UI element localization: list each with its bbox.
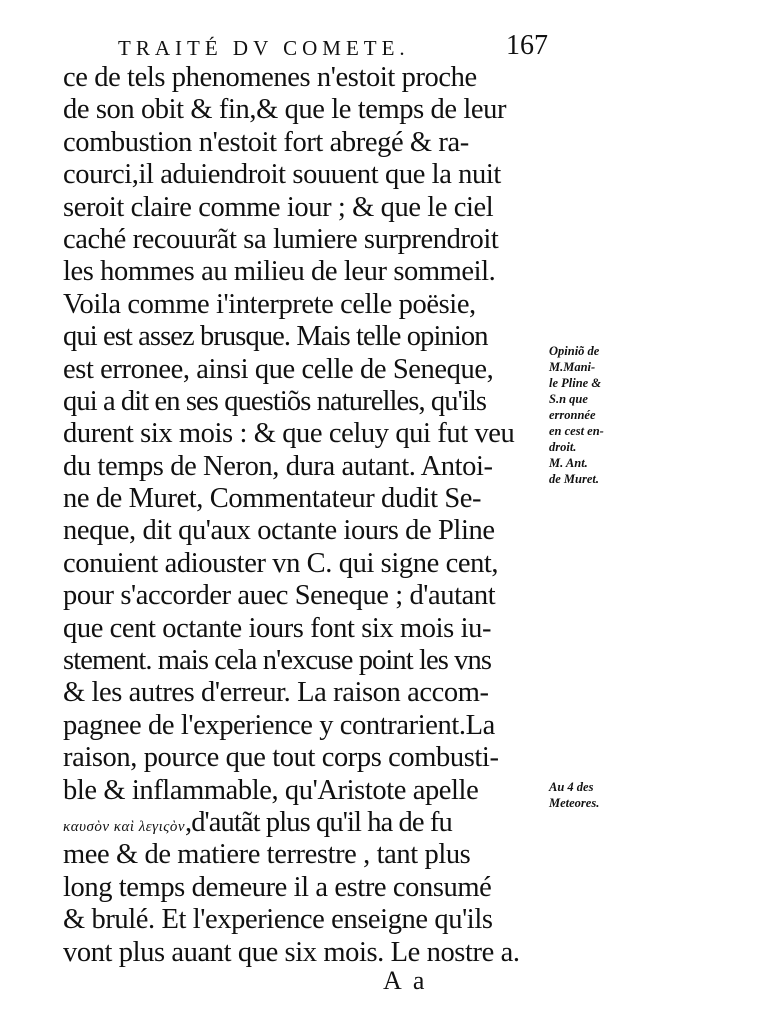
text-line: seroit claire comme iour ; & que le ciel [63,191,494,223]
text-line-rest: ,d'autãt plus qu'il ha de fu [184,806,452,838]
text-line: mee & de matiere terrestre , tant plus [63,839,471,871]
margin-note-line: Au 4 des [549,780,594,794]
text-line: Voila comme i'interprete celle poësie, [63,288,476,320]
text-line: conuient adiouster vn C. qui signe cent, [63,547,499,579]
text-line: les hommes au milieu de leur sommeil. [63,256,496,288]
running-title: TRAITÉ DV COMETE. [118,36,410,60]
page-number: 167 [506,30,548,61]
text-line: qui a dit en ses questiõs naturelles, qu'ils [63,385,487,417]
margin-note-line: S.n que [549,392,588,406]
text-line: neque, dit qu'aux octante iours de Pline [63,515,495,547]
greek-phrase: καυσὸν καὶ λεγιςὸν [63,818,185,835]
text-line: pagnee de l'experience y contrarient.La [63,709,495,741]
margin-note-line: M. Ant. [549,456,588,470]
margin-note-opinion [549,343,635,487]
margin-note-line: de Muret. [549,472,599,486]
text-line: vont plus auant que six mois. Le nostre a. [63,936,520,968]
text-line: ce de tels phenomenes n'estoit proche [63,62,477,93]
text-line: & les autres d'erreur. La raison accom- [63,677,489,709]
text-line: que cent octante iours font six mois iu- [63,612,492,644]
text-line: ne de Muret, Commentateur dudit Se- [63,483,482,515]
margin-note-line: erronnée [549,408,596,422]
margin-note-line: Opiniõ de [549,344,600,358]
text-line: du temps de Neron, dura autant. Antoi- [63,450,493,482]
text-line: ble & inflammable, qu'Aristote apelle [63,774,479,806]
margin-note-line: M.Mani- [549,360,596,374]
text-line: de son obit & fin,& que le temps de leur [63,94,507,126]
text-line: pour s'accorder auec Seneque ; d'autant [63,580,496,612]
margin-note-line: droit. [549,440,577,454]
text-line: stement. mais cela n'excuse point les vns [63,645,492,677]
margin-note-meteores [549,779,635,811]
text-line: est erronee, ainsi que celle de Seneque, [63,353,494,385]
text-line: combustion n'estoit fort abregé & ra- [63,126,469,158]
text-line: caché recouurãt sa lumiere surprendroit [63,223,499,255]
text-line: courci,il aduiendroit souuent que la nuit [63,159,501,191]
margin-note-line: le Pline & [549,376,602,390]
signature-mark: A a [383,966,428,995]
text-line: & brulé. Et l'experience enseigne qu'ils [63,904,493,936]
text-line: qui est assez brusque. Mais telle opinion [63,321,488,353]
margin-note-line: Meteores. [549,796,600,810]
text-line-greek [63,807,548,839]
body-text [63,62,548,969]
margin-note-line: en cest en- [549,424,604,438]
text-line: long temps demeure il a estre consumé [63,871,492,903]
text-line: raison, pource que tout corps combusti- [63,742,499,774]
text-line: durent six mois : & que celuy qui fut veu [63,418,515,450]
